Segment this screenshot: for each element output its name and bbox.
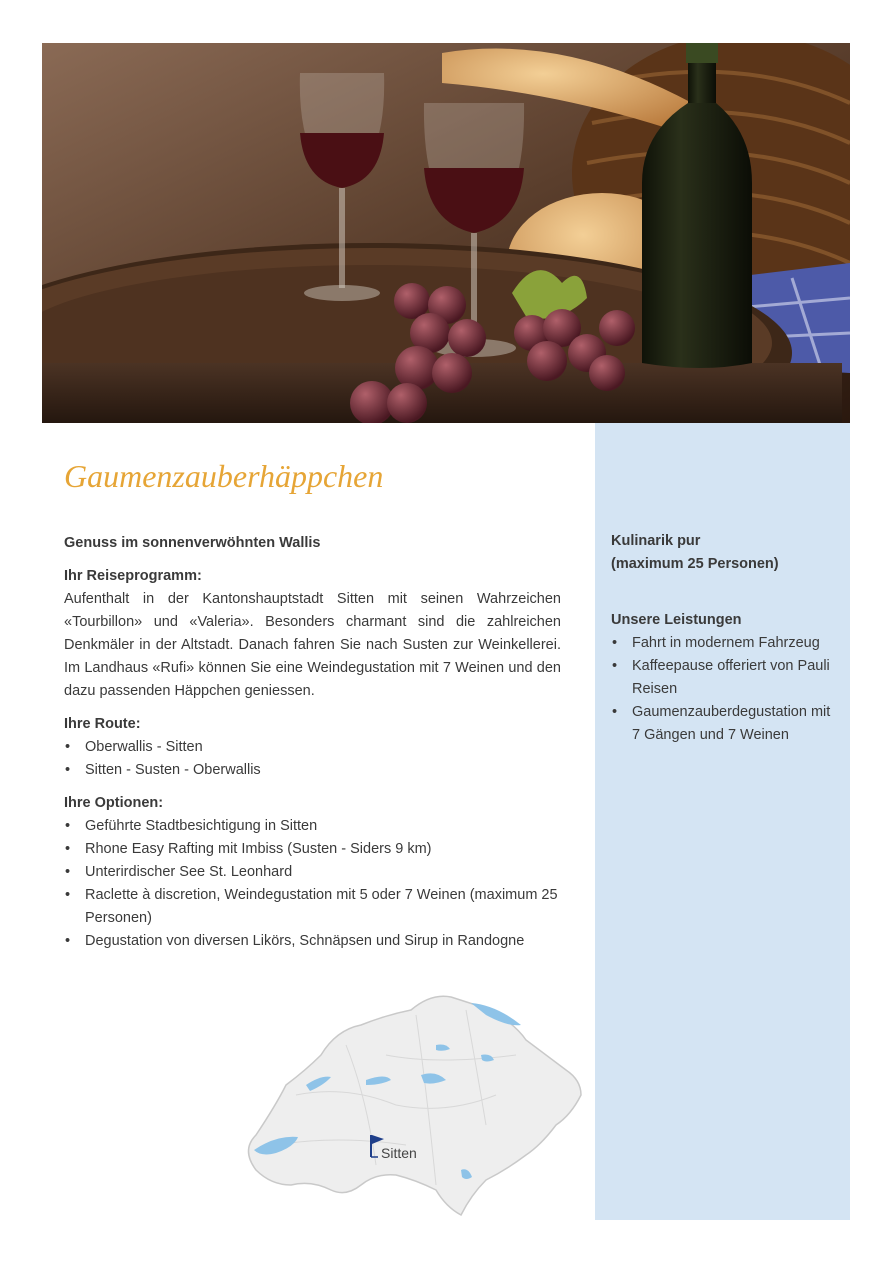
list-item: • Gaumenzauberdegustation mit 7 Gängen und 7 Weinen bbox=[611, 701, 841, 747]
page-title: Gaumenzauberhäppchen bbox=[64, 458, 384, 494]
list-item: • Fahrt in modernem Fahrzeug bbox=[611, 632, 841, 655]
main-content bbox=[64, 532, 561, 963]
subtitle: Genuss im sonnenverwöhnten Wallis bbox=[64, 535, 321, 551]
sidebar-tagline: Kulinarik pur bbox=[611, 533, 701, 549]
list-item: • Raclette à discretion, Weindegustation mit 5 oder 7 Weinen (maximum 25 Personen) bbox=[64, 884, 561, 930]
wine-still-life bbox=[42, 43, 850, 423]
services-heading: Unsere Leistungen bbox=[611, 612, 742, 628]
options-list bbox=[64, 815, 561, 953]
sidebar-content bbox=[611, 530, 841, 757]
program-heading: Ihr Reiseprogramm: bbox=[64, 568, 202, 584]
map-marker-label: Sitten bbox=[381, 1145, 417, 1161]
route-heading: Ihre Route: bbox=[64, 716, 141, 732]
switzerland-map bbox=[236, 985, 586, 1220]
hero-image bbox=[42, 43, 850, 423]
list-item: • Oberwallis - Sitten bbox=[64, 736, 561, 759]
map-graphic bbox=[236, 985, 586, 1220]
services-list bbox=[611, 632, 841, 747]
sidebar-capacity: (maximum 25 Personen) bbox=[611, 556, 779, 572]
route-list bbox=[64, 736, 561, 782]
list-item: • Geführte Stadtbesichtigung in Sitten bbox=[64, 815, 561, 838]
options-heading: Ihre Optionen: bbox=[64, 795, 164, 811]
program-text: Aufenthalt in der Kantonshauptstadt Sitten mit seinen Wahrzeichen «Tourbillon» und «Valeria». Besonders charmant sind die zahlreichen Denkmäler in der Altstadt. Danach fahren Sie nach Susten zur Weinkellerei. Im Landhaus «Rufi» können Sie eine Weindegustation mit 7 Weinen und den dazu passenden Häppchen geniessen. bbox=[64, 591, 561, 699]
list-item: • Sitten - Susten - Oberwallis bbox=[64, 759, 561, 782]
list-item: • Unterirdischer See St. Leonhard bbox=[64, 861, 561, 884]
list-item: • Degustation von diversen Likörs, Schnäpsen und Sirup in Randogne bbox=[64, 930, 561, 953]
list-item: • Kaffeepause offeriert von Pauli Reisen bbox=[611, 655, 841, 701]
list-item: • Rhone Easy Rafting mit Imbiss (Susten - Siders 9 km) bbox=[64, 838, 561, 861]
